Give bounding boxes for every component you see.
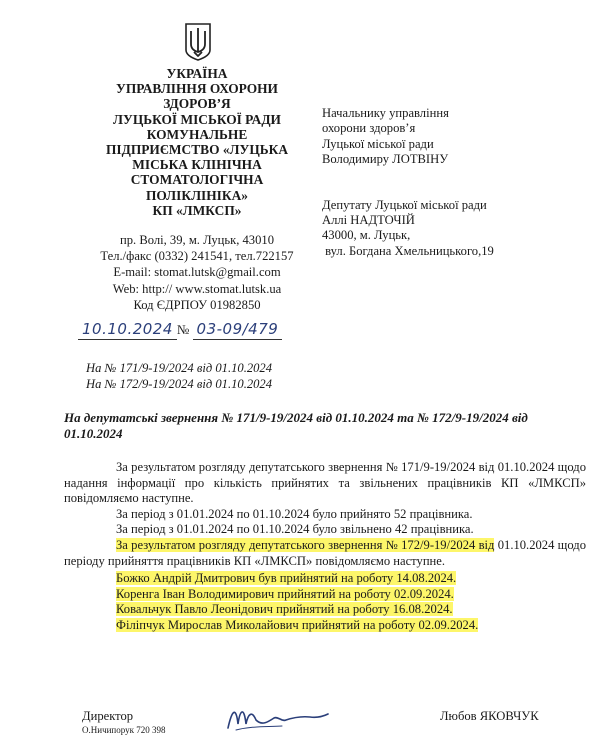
addressee-line: 43000, м. Луцьк, xyxy=(322,228,411,243)
org-line: ПІДПРИЄМСТВО «ЛУЦЬКА xyxy=(105,142,289,158)
organization-contacts xyxy=(78,232,316,313)
body-text: 01.10.2024 щодо періоду прийняття працівників КП «ЛМКСП» повідомляємо наступне. xyxy=(64,537,587,568)
hired-item-text: Божко Андрій Дмитрович був прийнятий на роботу 14.08.2024. xyxy=(116,571,457,586)
hired-item-text: Коренга Іван Володимирович прийнятий на роботу 02.09.2024. xyxy=(116,586,454,601)
executor-line: О.Ничипорук 720 398 xyxy=(82,725,166,735)
coat-of-arms-trident-icon xyxy=(184,22,212,62)
organization-header xyxy=(62,66,332,218)
registration-line xyxy=(78,320,282,338)
handwritten-signature xyxy=(222,700,332,734)
hired-item xyxy=(64,587,586,603)
number-sign: № xyxy=(176,322,190,337)
addressee-line: Володимиру ЛОТВІНУ xyxy=(322,152,449,167)
body-paragraph xyxy=(64,538,586,569)
org-line: ЛУЦЬКОЇ МІСЬКОЇ РАДИ xyxy=(113,111,281,127)
org-line: СТОМАТОЛОГІЧНА xyxy=(130,172,264,188)
body-paragraph: За період з 01.01.2024 по 01.10.2024 було прийнято 52 працівника. xyxy=(116,506,473,521)
body-paragraph: За результатом розгляду депутатського звернення № 171/9-19/2024 від 01.10.2024 щодо надання інформації про кількість прийнятих та звільнених працівників КП «ЛМКСП» повідомляємо наступне. xyxy=(64,460,586,506)
addressee-line: Аллі НАДТОЧІЙ xyxy=(322,213,415,228)
phone-line: Тел./факс (0332) 241541, тел.722157 xyxy=(100,249,294,264)
letter-body xyxy=(64,460,586,634)
hired-item xyxy=(64,618,586,634)
reference-lines xyxy=(86,360,272,392)
web-line: Web: http:// www.stomat.lutsk.ua xyxy=(112,281,282,296)
signatory-name: Любов ЯКОВЧУК xyxy=(440,709,539,723)
registration-number: 03-09/479 xyxy=(193,320,283,340)
reference-line: На № 172/9-19/2024 від 01.10.2024 xyxy=(86,377,273,391)
email-line: E-mail: stomat.lutsk@gmail.com xyxy=(113,265,281,280)
addressees-block xyxy=(322,106,592,259)
addressee-line: вул. Богдана Хмельницького,19 xyxy=(322,243,494,258)
registration-date: 10.10.2024 xyxy=(78,320,177,340)
addressee-line: Луцької міської ради xyxy=(322,136,434,151)
org-line: КП «ЛМКСП» xyxy=(152,202,242,218)
hired-list xyxy=(64,571,586,633)
addressee-line: охорони здоров’я xyxy=(322,121,416,136)
hired-item-text: Філіпчук Мирослав Миколайович прийнятий на роботу 02.09.2024. xyxy=(116,617,479,632)
hired-item-text: Ковальчук Павло Леонідович прийнятий на роботу 16.08.2024. xyxy=(116,602,453,617)
body-paragraph: За період з 01.01.2024 по 01.10.2024 було звільнено 42 працівника. xyxy=(116,522,474,537)
org-line: ПОЛІКЛІНІКА» xyxy=(146,187,248,203)
org-line: КОМУНАЛЬНЕ xyxy=(146,126,248,142)
edrpou-line: Код ЄДРПОУ 01982850 xyxy=(133,297,261,312)
addressee-line: Начальнику управління xyxy=(322,106,449,120)
org-line: УКРАЇНА xyxy=(166,66,228,81)
org-line: МІСЬКА КЛІНІЧНА xyxy=(132,157,262,173)
hired-item xyxy=(64,602,586,618)
highlighted-text: За результатом розгляду депутатського звернення № 172/9-19/2024 від xyxy=(116,537,495,552)
org-line: УПРАВЛІННЯ ОХОРОНИ xyxy=(116,81,278,97)
addressee-line: Депутату Луцької міської ради xyxy=(322,197,487,212)
hired-item xyxy=(64,571,586,587)
reference-line: На № 171/9-19/2024 від 01.10.2024 xyxy=(86,361,273,375)
org-line: ЗДОРОВ’Я xyxy=(163,96,231,112)
address-line: пр. Волі, 39, м. Луцьк, 43010 xyxy=(119,233,274,247)
subject-line: На депутатські звернення № 171/9-19/2024 від 01.10.2024 та № 172/9-19/2024 від 01.10.2024 xyxy=(64,410,528,441)
signatory-role: Директор xyxy=(82,709,134,723)
